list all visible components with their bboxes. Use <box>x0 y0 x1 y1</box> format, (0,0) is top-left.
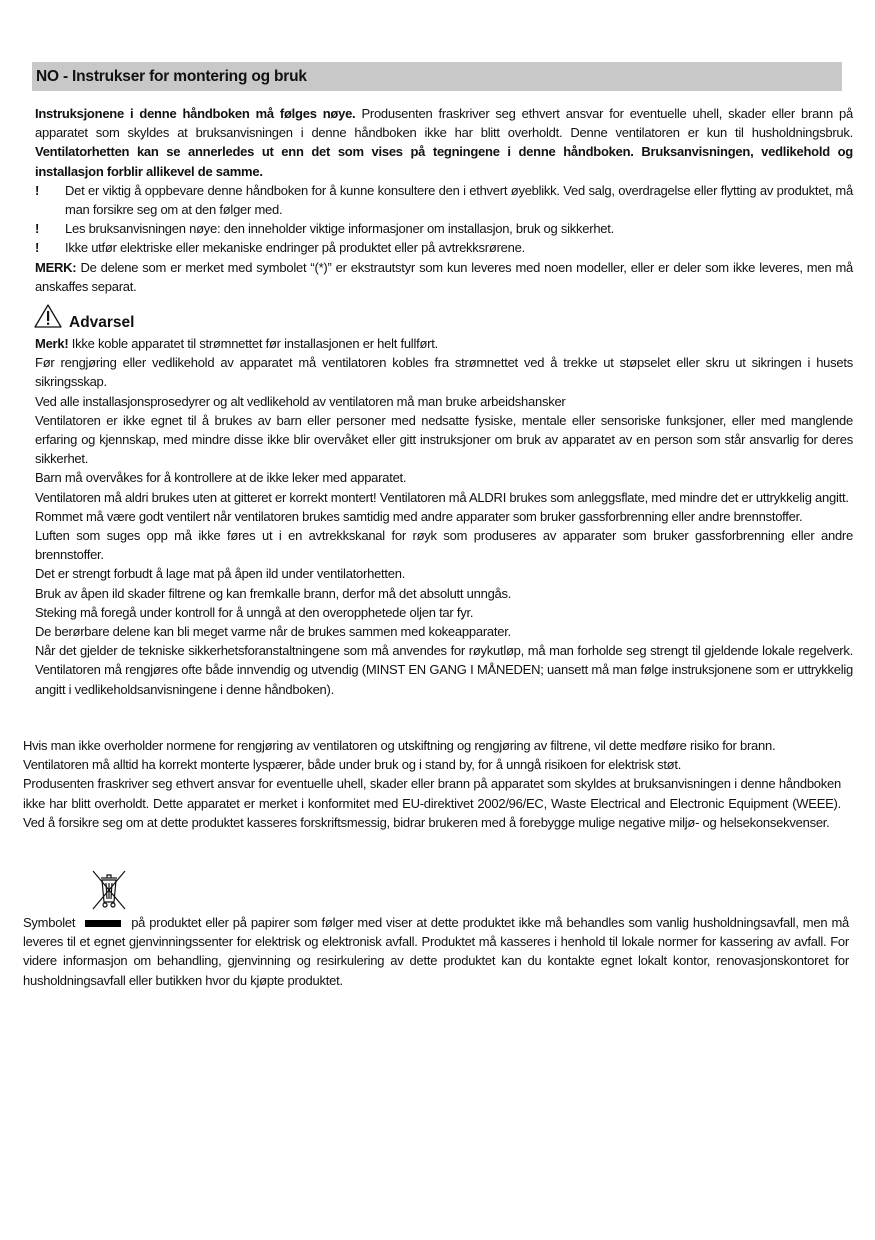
tail-line: Ventilatoren må alltid ha korrekt monterte lyspærer, både under bruk og i stand by, for å unngå risikoen for elektrisk støt. <box>23 757 682 773</box>
tail-line: Produsenten fraskriver seg ethvert ansvar for eventuelle uhell, skader eller brann på apparatet som skyldes at bruksanvisningen i denne håndboken ikke har blitt overholdt. Dette apparatet er merket i konformitet med EU-direktivet 2002/96/EC, Waste Electrical and Electronic Equipment (WEEE). Ved å forsikre seg om at dette produktet kasseres forskriftsmessig, bidrar brukeren med å forebygge mulige negative miljø- og helsekonsekvenser. <box>23 776 841 830</box>
warning-line: Før rengjøring eller vedlikehold av apparatet må ventilatoren kobles fra strømnettet ved å trekke ut støpselet eller skru ut sikringen i husets sikringsskap. <box>35 355 853 390</box>
warning-line: Luften som suges opp må ikke føres ut i en avtrekkskanal for røyk som produseres av apparater som bruker gassforbrenning eller andre brennstoffer. <box>35 528 853 563</box>
warning-heading <box>33 306 134 334</box>
warning-merk-text: Ikke koble apparatet til strømnettet før installasjonen er helt fullført. <box>68 336 438 351</box>
solid-bar-icon <box>85 920 121 927</box>
exclamation-mark: ! <box>35 182 40 198</box>
warning-line: Barn må overvåkes for å kontrollere at de ikke leker med apparatet. <box>35 470 407 486</box>
warning-merk <box>35 334 853 353</box>
warning-triangle-icon <box>33 303 63 334</box>
list-item <box>35 238 853 257</box>
list-item <box>35 219 853 238</box>
section-title: NO - Instrukser for montering og bruk <box>36 68 307 85</box>
crossed-bin-icon <box>88 868 130 917</box>
intro-section <box>35 104 853 296</box>
warning-line: Ventilatoren må aldri brukes uten at gitteret er korrekt montert! Ventilatoren må ALDRI brukes som anleggsflate, med mindre det er uttrykkelig angitt. <box>35 489 849 505</box>
warning-section <box>35 334 853 699</box>
merk-label: MERK: <box>35 259 77 275</box>
intro-bold: Instruksjonene i denne håndboken må følges nøye. <box>35 106 356 121</box>
warning-merk-label: Merk! <box>35 336 69 351</box>
warning-line: Når det gjelder de tekniske sikkerhetsforanstaltningene som må anvendes for røykutløp, må man forholde seg strengt til gjeldende lokale regelverk. Ventilatoren må rengjøres ofte både innvendig og utvendig (MINST EN GANG I MÅNEDEN; uansett må man følge instruksjonene som er uttrykkelig angitt i vedlikeholdsanvisningene i denne håndboken). <box>35 643 853 697</box>
symbol-section <box>23 913 849 990</box>
warning-title: Advarsel <box>69 314 135 331</box>
bullet-text: Ikke utfør elektriske eller mekaniske endringer på produktet eller på avtrekksrørene. <box>65 240 525 256</box>
warning-line: Ved alle installasjonsprosedyrer og alt vedlikehold av ventilatoren må man bruke arbeidshansker <box>35 393 566 409</box>
intro-paragraph <box>35 104 853 181</box>
warning-line: Ventilatoren er ikke egnet til å brukes av barn eller personer med nedsatte fysiske, mentale eller sensoriske funksjoner, eller med manglende erfaring og kjennskap, med mindre disse ikke blir overvåket eller gitt instruksjoner om bruk av apparatet av en person som står ansvarlig for deres sikkerhet. <box>35 412 853 467</box>
tail-line: Hvis man ikke overholder normene for rengjøring av ventilatoren og utskiftning og rengjøring av filtrene, vil dette medføre risiko for brann. <box>23 738 776 753</box>
symbol-pre: Symbolet <box>23 915 76 930</box>
intro-bold-2: Ventilatorhetten kan se annerledes ut enn det som vises på tegningene i denne håndboken. Bruksanvisningen, vedlikehold og installasjon forblir allikevel de samme. <box>35 144 853 179</box>
bullet-text: Det er viktig å oppbevare denne håndboken for å kunne konsultere den i ethvert øyeblikk. Ved salg, overdragelse eller flytting av produktet, må man forsikre seg om at den følger med. <box>65 182 853 218</box>
merk-text: De delene som er merket med symbolet “(*)” er ekstrautstyr som kun leveres med noen modeller, eller er deler som ikke leveres, men må anskaffes separat. <box>35 259 853 294</box>
merk-note <box>35 258 853 296</box>
warning-line: Steking må foregå under kontroll for å unngå at den overopphetede oljen tar fyr. <box>35 604 474 620</box>
warning-line: De berørbare delene kan bli meget varme når de brukes sammen med kokeapparater. <box>35 624 511 640</box>
bullet-text: Les bruksanvisningen nøye: den inneholder viktige informasjoner om installasjon, bruk og sikkerhet. <box>65 221 615 237</box>
exclamation-mark: ! <box>35 221 40 237</box>
warning-line: Rommet må være godt ventilert når ventilatoren brukes samtidig med andre apparater som bruker gassforbrenning eller andre brennstoffer. <box>35 508 803 524</box>
exclamation-mark: ! <box>35 240 40 256</box>
disposal-section <box>23 736 841 832</box>
list-item <box>35 181 853 219</box>
section-header <box>32 62 842 91</box>
symbol-paragraph <box>23 913 849 990</box>
symbol-post: på produktet eller på papirer som følger med viser at dette produktet ikke må behandles som vanlig husholdningsavfall, men må leveres til et egnet gjenvinningssenter for elektrisk og elektronisk avfall. Produktet må kasseres i henhold til lokale normer for kassering av avfall. For videre informasjon om behandling, gjenvinning og resirkulering av dette produktet kan du kontakte egnet lokalt kontor, renovasjonskontoret for husholdningsavfall eller butikken hvor du kjøpte produktet. <box>23 915 849 988</box>
intro-text: Produsenten fraskriver seg ethvert ansvar for eventuelle uhell, skader eller brann på apparatet som skyldes at bruksanvisningen i denne håndboken ikke har blitt overholdt. Denne ventilatoren er kun til husholdningsbruk. <box>35 106 853 141</box>
warning-line: Bruk av åpen ild skader filtrene og kan fremkalle brann, derfor må det absolutt unngås. <box>35 585 512 601</box>
warning-line: Det er strengt forbudt å lage mat på åpen ild under ventilatorhetten. <box>35 566 406 582</box>
